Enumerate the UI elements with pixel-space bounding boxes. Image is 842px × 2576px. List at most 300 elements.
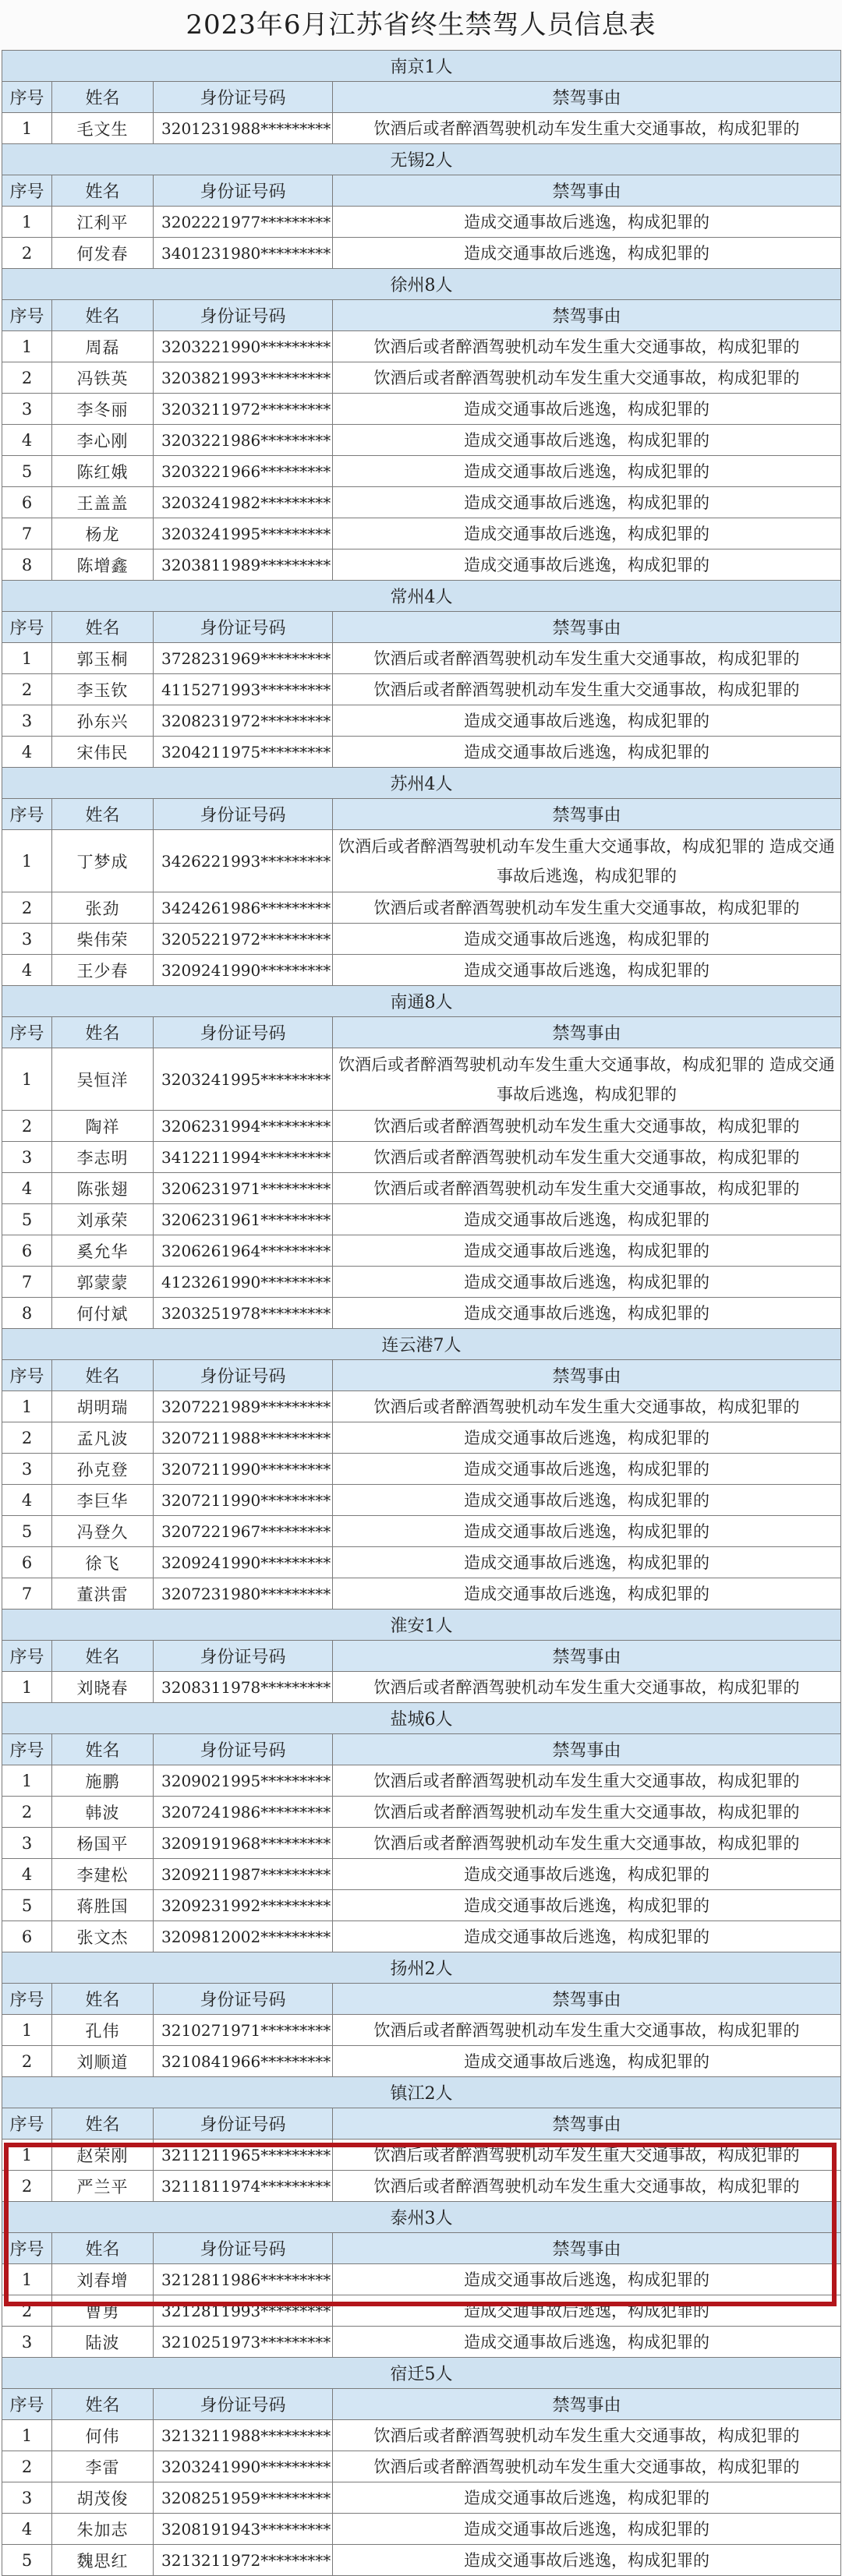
person-name: 王少春 (52, 955, 154, 986)
ban-reason: 饮酒后或者醉酒驾驶机动车发生重大交通事故，构成犯罪的 (333, 331, 841, 362)
ban-reason: 饮酒后或者醉酒驾驶机动车发生重大交通事故，构成犯罪的 (333, 1391, 841, 1422)
person-name: 胡茂俊 (52, 2482, 154, 2514)
ban-reason: 饮酒后或者醉酒驾驶机动车发生重大交通事故，构成犯罪的 造成交通事故后逃逸，构成犯罪的 (333, 830, 841, 892)
header-id: 身份证号码 (154, 1017, 333, 1048)
table-row (2, 737, 841, 768)
ban-reason: 饮酒后或者醉酒驾驶机动车发生重大交通事故，构成犯罪的 (333, 362, 841, 394)
row-number: 4 (2, 1485, 52, 1516)
table-row (2, 2140, 841, 2171)
header-reason: 禁驾事由 (333, 799, 841, 830)
header-id: 身份证号码 (154, 2389, 333, 2420)
person-name: 郭蒙蒙 (52, 1267, 154, 1298)
person-name: 何伟 (52, 2420, 154, 2451)
table-row (2, 456, 841, 487)
ban-reason: 造成交通事故后逃逸，构成犯罪的 (333, 1578, 841, 1610)
row-number: 1 (2, 2140, 52, 2171)
id-number: 3207221989********* (154, 1391, 333, 1422)
table-row (2, 2451, 841, 2482)
table-row (2, 2514, 841, 2545)
id-number: 3210251973********* (154, 2327, 333, 2358)
table-row (2, 1235, 841, 1267)
header-no: 序号 (2, 82, 52, 113)
ban-reason: 造成交通事故后逃逸，构成犯罪的 (333, 737, 841, 768)
header-no: 序号 (2, 1017, 52, 1048)
row-number: 6 (2, 487, 52, 518)
row-number: 2 (2, 2295, 52, 2327)
table-row (2, 2295, 841, 2327)
column-header-row (2, 1360, 841, 1391)
person-name: 陈张翅 (52, 1173, 154, 1204)
person-name: 李冬丽 (52, 394, 154, 425)
header-reason: 禁驾事由 (333, 1734, 841, 1765)
table-row (2, 1828, 841, 1859)
table-row (2, 238, 841, 269)
row-number: 3 (2, 1828, 52, 1859)
table-row (2, 1859, 841, 1890)
header-name: 姓名 (52, 1734, 154, 1765)
ban-reason: 造成交通事故后逃逸，构成犯罪的 (333, 394, 841, 425)
row-number: 4 (2, 1859, 52, 1890)
section-title: 淮安1人 (2, 1610, 841, 1641)
id-number: 3401231980********* (154, 238, 333, 269)
table-row (2, 1391, 841, 1422)
id-number: 3208311978********* (154, 1672, 333, 1703)
table-row (2, 2046, 841, 2077)
ban-reason: 造成交通事故后逃逸，构成犯罪的 (333, 2545, 841, 2576)
ban-reason: 造成交通事故后逃逸，构成犯罪的 (333, 955, 841, 986)
ban-reason: 饮酒后或者醉酒驾驶机动车发生重大交通事故，构成犯罪的 (333, 1142, 841, 1173)
id-number: 3206231971********* (154, 1173, 333, 1204)
person-name: 李巨华 (52, 1485, 154, 1516)
ban-reason: 造成交通事故后逃逸，构成犯罪的 (333, 2514, 841, 2545)
row-number: 1 (2, 2015, 52, 2046)
id-number: 3203821993********* (154, 362, 333, 394)
header-name: 姓名 (52, 1017, 154, 1048)
person-name: 李建松 (52, 1859, 154, 1890)
section-title: 盐城6人 (2, 1703, 841, 1734)
person-name: 王盖盖 (52, 487, 154, 518)
ban-reason: 造成交通事故后逃逸，构成犯罪的 (333, 1516, 841, 1547)
id-number: 3203221966********* (154, 456, 333, 487)
ban-reason: 造成交通事故后逃逸，构成犯罪的 (333, 549, 841, 581)
row-number: 1 (2, 1765, 52, 1797)
ban-reason: 造成交通事故后逃逸，构成犯罪的 (333, 425, 841, 456)
row-number: 3 (2, 1454, 52, 1485)
row-number: 1 (2, 2264, 52, 2295)
section-header (2, 1952, 841, 1984)
section-header (2, 986, 841, 1017)
header-name: 姓名 (52, 82, 154, 113)
person-name: 陶祥 (52, 1111, 154, 1142)
table-row (2, 705, 841, 737)
table-row (2, 2482, 841, 2514)
row-number: 4 (2, 737, 52, 768)
header-reason: 禁驾事由 (333, 1641, 841, 1672)
ban-list-table (2, 50, 841, 2576)
table-row (2, 1298, 841, 1329)
id-number: 3728231969********* (154, 643, 333, 674)
id-number: 3213211972********* (154, 2545, 333, 2576)
person-name: 赵荣刚 (52, 2140, 154, 2171)
id-number: 3207231980********* (154, 1578, 333, 1610)
person-name: 郭玉桐 (52, 643, 154, 674)
row-number: 6 (2, 1547, 52, 1578)
table-row (2, 1204, 841, 1235)
section-title: 无锡2人 (2, 144, 841, 175)
row-number: 1 (2, 2420, 52, 2451)
id-number: 3204211975********* (154, 737, 333, 768)
header-no: 序号 (2, 1360, 52, 1391)
table-row (2, 1921, 841, 1952)
person-name: 孟凡波 (52, 1422, 154, 1454)
id-number: 3203811989********* (154, 549, 333, 581)
section-header (2, 581, 841, 612)
table-row (2, 674, 841, 705)
id-number: 3206261964********* (154, 1235, 333, 1267)
row-number: 2 (2, 1797, 52, 1828)
id-number: 3207211990********* (154, 1485, 333, 1516)
ban-reason: 造成交通事故后逃逸，构成犯罪的 (333, 487, 841, 518)
section-title: 南通8人 (2, 986, 841, 1017)
ban-reason: 造成交通事故后逃逸，构成犯罪的 (333, 2264, 841, 2295)
row-number: 3 (2, 2482, 52, 2514)
column-header-row (2, 1017, 841, 1048)
person-name: 毛文生 (52, 113, 154, 144)
section-title: 南京1人 (2, 51, 841, 82)
header-no: 序号 (2, 1734, 52, 1765)
id-number: 3203241995********* (154, 518, 333, 549)
id-number: 3208231972********* (154, 705, 333, 737)
column-header-row (2, 1984, 841, 2015)
table-row (2, 643, 841, 674)
ban-reason: 饮酒后或者醉酒驾驶机动车发生重大交通事故，构成犯罪的 (333, 2420, 841, 2451)
row-number: 7 (2, 1578, 52, 1610)
person-name: 李心刚 (52, 425, 154, 456)
header-reason: 禁驾事由 (333, 2389, 841, 2420)
column-header-row (2, 300, 841, 331)
header-reason: 禁驾事由 (333, 175, 841, 207)
table-row (2, 1485, 841, 1516)
ban-reason: 造成交通事故后逃逸，构成犯罪的 (333, 1859, 841, 1890)
row-number: 5 (2, 1890, 52, 1921)
ban-reason: 造成交通事故后逃逸，构成犯罪的 (333, 1204, 841, 1235)
ban-reason: 饮酒后或者醉酒驾驶机动车发生重大交通事故，构成犯罪的 (333, 674, 841, 705)
table-row (2, 2545, 841, 2576)
id-number: 3207211990********* (154, 1454, 333, 1485)
id-number: 3206231961********* (154, 1204, 333, 1235)
section-title: 徐州8人 (2, 269, 841, 300)
id-number: 3208191943********* (154, 2514, 333, 2545)
column-header-row (2, 612, 841, 643)
id-number: 3209241990********* (154, 1547, 333, 1578)
header-id: 身份证号码 (154, 82, 333, 113)
table-row (2, 1454, 841, 1485)
ban-reason: 饮酒后或者醉酒驾驶机动车发生重大交通事故，构成犯罪的 (333, 2015, 841, 2046)
table-row (2, 1142, 841, 1173)
header-reason: 禁驾事由 (333, 612, 841, 643)
row-number: 5 (2, 456, 52, 487)
ban-reason: 饮酒后或者醉酒驾驶机动车发生重大交通事故，构成犯罪的 (333, 113, 841, 144)
header-id: 身份证号码 (154, 175, 333, 207)
ban-reason: 饮酒后或者醉酒驾驶机动车发生重大交通事故，构成犯罪的 (333, 1765, 841, 1797)
table-row (2, 892, 841, 924)
header-reason: 禁驾事由 (333, 1017, 841, 1048)
person-name: 徐飞 (52, 1547, 154, 1578)
header-id: 身份证号码 (154, 1734, 333, 1765)
person-name: 蒋胜国 (52, 1890, 154, 1921)
id-number: 3203241995********* (154, 1048, 333, 1111)
header-name: 姓名 (52, 1641, 154, 1672)
person-name: 韩波 (52, 1797, 154, 1828)
id-number: 4115271993********* (154, 674, 333, 705)
ban-reason: 造成交通事故后逃逸，构成犯罪的 (333, 1921, 841, 1952)
row-number: 6 (2, 1921, 52, 1952)
id-number: 3209812002********* (154, 1921, 333, 1952)
header-reason: 禁驾事由 (333, 300, 841, 331)
person-name: 奚允华 (52, 1235, 154, 1267)
table-row (2, 1672, 841, 1703)
section-header (2, 1703, 841, 1734)
row-number: 5 (2, 1516, 52, 1547)
ban-reason: 造成交通事故后逃逸，构成犯罪的 (333, 1267, 841, 1298)
section-title: 连云港7人 (2, 1329, 841, 1360)
id-number: 3203221990********* (154, 331, 333, 362)
row-number: 7 (2, 518, 52, 549)
table-row (2, 549, 841, 581)
id-number: 3201231988********* (154, 113, 333, 144)
table-row (2, 1797, 841, 1828)
id-number: 3424261986********* (154, 892, 333, 924)
header-id: 身份证号码 (154, 1641, 333, 1672)
person-name: 何发春 (52, 238, 154, 269)
table-row (2, 2171, 841, 2202)
id-number: 3210841966********* (154, 2046, 333, 2077)
row-number: 3 (2, 2327, 52, 2358)
person-name: 李玉钦 (52, 674, 154, 705)
row-number: 2 (2, 1111, 52, 1142)
ban-reason: 造成交通事故后逃逸，构成犯罪的 (333, 1485, 841, 1516)
header-reason: 禁驾事由 (333, 1984, 841, 2015)
person-name: 曹勇 (52, 2295, 154, 2327)
person-name: 吴恒洋 (52, 1048, 154, 1111)
row-number: 4 (2, 2514, 52, 2545)
ban-reason: 造成交通事故后逃逸，构成犯罪的 (333, 1235, 841, 1267)
ban-reason: 饮酒后或者醉酒驾驶机动车发生重大交通事故，构成犯罪的 (333, 2171, 841, 2202)
header-no: 序号 (2, 2108, 52, 2140)
id-number: 3202221977********* (154, 207, 333, 238)
row-number: 1 (2, 643, 52, 674)
section-title: 宿迁5人 (2, 2358, 841, 2389)
table-row (2, 487, 841, 518)
table-row (2, 1048, 841, 1111)
person-name: 冯登久 (52, 1516, 154, 1547)
header-id: 身份证号码 (154, 799, 333, 830)
id-number: 3412211994********* (154, 1142, 333, 1173)
header-name: 姓名 (52, 2108, 154, 2140)
header-id: 身份证号码 (154, 1360, 333, 1391)
table-row (2, 2015, 841, 2046)
header-name: 姓名 (52, 175, 154, 207)
header-no: 序号 (2, 175, 52, 207)
table-row (2, 1516, 841, 1547)
id-number: 3203241982********* (154, 487, 333, 518)
id-number: 3207211988********* (154, 1422, 333, 1454)
table-row (2, 2420, 841, 2451)
ban-reason: 造成交通事故后逃逸，构成犯罪的 (333, 1298, 841, 1329)
person-name: 杨龙 (52, 518, 154, 549)
column-header-row (2, 1641, 841, 1672)
person-name: 刘春增 (52, 2264, 154, 2295)
section-title: 常州4人 (2, 581, 841, 612)
table-row (2, 362, 841, 394)
id-number: 3210271971********* (154, 2015, 333, 2046)
row-number: 8 (2, 549, 52, 581)
ban-reason: 造成交通事故后逃逸，构成犯罪的 (333, 456, 841, 487)
section-header (2, 144, 841, 175)
row-number: 3 (2, 924, 52, 955)
section-header (2, 1610, 841, 1641)
ban-reason: 造成交通事故后逃逸，构成犯罪的 (333, 207, 841, 238)
ban-reason: 造成交通事故后逃逸，构成犯罪的 (333, 2482, 841, 2514)
person-name: 杨国平 (52, 1828, 154, 1859)
header-no: 序号 (2, 1641, 52, 1672)
header-id: 身份证号码 (154, 300, 333, 331)
section-header (2, 768, 841, 799)
header-no: 序号 (2, 612, 52, 643)
ban-reason: 造成交通事故后逃逸，构成犯罪的 (333, 1454, 841, 1485)
person-name: 孙克登 (52, 1454, 154, 1485)
person-name: 张劲 (52, 892, 154, 924)
person-name: 施鹏 (52, 1765, 154, 1797)
table-row (2, 955, 841, 986)
table-row (2, 830, 841, 892)
person-name: 柴伟荣 (52, 924, 154, 955)
row-number: 4 (2, 425, 52, 456)
person-name: 宋伟民 (52, 737, 154, 768)
ban-reason: 饮酒后或者醉酒驾驶机动车发生重大交通事故，构成犯罪的 (333, 1828, 841, 1859)
section-title: 苏州4人 (2, 768, 841, 799)
table-row (2, 394, 841, 425)
ban-reason: 饮酒后或者醉酒驾驶机动车发生重大交通事故，构成犯罪的 (333, 1173, 841, 1204)
column-header-row (2, 82, 841, 113)
person-name: 刘承荣 (52, 1204, 154, 1235)
section-header (2, 2358, 841, 2389)
header-name: 姓名 (52, 799, 154, 830)
person-name: 孙东兴 (52, 705, 154, 737)
row-number: 2 (2, 362, 52, 394)
row-number: 5 (2, 2545, 52, 2576)
section-header (2, 51, 841, 82)
row-number: 7 (2, 1267, 52, 1298)
row-number: 2 (2, 238, 52, 269)
ban-reason: 造成交通事故后逃逸，构成犯罪的 (333, 2327, 841, 2358)
ban-reason: 造成交通事故后逃逸，构成犯罪的 (333, 705, 841, 737)
row-number: 6 (2, 1235, 52, 1267)
header-no: 序号 (2, 2389, 52, 2420)
row-number: 3 (2, 1142, 52, 1173)
column-header-row (2, 2108, 841, 2140)
header-name: 姓名 (52, 2389, 154, 2420)
ban-reason: 造成交通事故后逃逸，构成犯罪的 (333, 2046, 841, 2077)
header-no: 序号 (2, 799, 52, 830)
person-name: 江利平 (52, 207, 154, 238)
ban-reason: 饮酒后或者醉酒驾驶机动车发生重大交通事故，构成犯罪的 (333, 1797, 841, 1828)
header-no: 序号 (2, 2233, 52, 2264)
page-title: 2023年6月江苏省终生禁驾人员信息表 (0, 0, 842, 50)
id-number: 3207221967********* (154, 1516, 333, 1547)
id-number: 3209241990********* (154, 955, 333, 986)
section-title: 扬州2人 (2, 1952, 841, 1984)
person-name: 周磊 (52, 331, 154, 362)
table-body (2, 51, 841, 2576)
row-number: 8 (2, 1298, 52, 1329)
table-row (2, 331, 841, 362)
person-name: 李志明 (52, 1142, 154, 1173)
row-number: 2 (2, 2046, 52, 2077)
ban-reason: 饮酒后或者醉酒驾驶机动车发生重大交通事故，构成犯罪的 造成交通事故后逃逸，构成犯罪的 (333, 1048, 841, 1111)
column-header-row (2, 2233, 841, 2264)
id-number: 3213211988********* (154, 2420, 333, 2451)
person-name: 陈增鑫 (52, 549, 154, 581)
row-number: 1 (2, 113, 52, 144)
ban-reason: 饮酒后或者醉酒驾驶机动车发生重大交通事故，构成犯罪的 (333, 1672, 841, 1703)
table-row (2, 924, 841, 955)
table-row (2, 1267, 841, 1298)
table-row (2, 1578, 841, 1610)
ban-reason: 造成交通事故后逃逸，构成犯罪的 (333, 1547, 841, 1578)
ban-reason: 造成交通事故后逃逸，构成犯罪的 (333, 924, 841, 955)
ban-reason: 饮酒后或者醉酒驾驶机动车发生重大交通事故，构成犯罪的 (333, 2140, 841, 2171)
row-number: 4 (2, 955, 52, 986)
person-name: 魏思红 (52, 2545, 154, 2576)
row-number: 2 (2, 674, 52, 705)
ban-reason: 造成交通事故后逃逸，构成犯罪的 (333, 2295, 841, 2327)
row-number: 1 (2, 331, 52, 362)
id-number: 3207241986********* (154, 1797, 333, 1828)
person-name: 何付斌 (52, 1298, 154, 1329)
section-title: 泰州3人 (2, 2202, 841, 2233)
person-name: 孔伟 (52, 2015, 154, 2046)
person-name: 朱加志 (52, 2514, 154, 2545)
section-header (2, 2077, 841, 2108)
table-row (2, 2264, 841, 2295)
row-number: 2 (2, 1422, 52, 1454)
section-title: 镇江2人 (2, 2077, 841, 2108)
table-row (2, 2327, 841, 2358)
ban-reason: 饮酒后或者醉酒驾驶机动车发生重大交通事故，构成犯罪的 (333, 2451, 841, 2482)
person-name: 刘顺道 (52, 2046, 154, 2077)
id-number: 3209211987********* (154, 1859, 333, 1890)
row-number: 1 (2, 1391, 52, 1422)
table-row (2, 1547, 841, 1578)
column-header-row (2, 799, 841, 830)
id-number: 3203241990********* (154, 2451, 333, 2482)
table-row (2, 1173, 841, 1204)
id-number: 3203211972********* (154, 394, 333, 425)
ban-reason: 饮酒后或者醉酒驾驶机动车发生重大交通事故，构成犯罪的 (333, 643, 841, 674)
row-number: 1 (2, 1672, 52, 1703)
person-name: 胡明瑞 (52, 1391, 154, 1422)
id-number: 3205221972********* (154, 924, 333, 955)
id-number: 3209021995********* (154, 1765, 333, 1797)
row-number: 1 (2, 830, 52, 892)
person-name: 陆波 (52, 2327, 154, 2358)
header-name: 姓名 (52, 612, 154, 643)
id-number: 3203221986********* (154, 425, 333, 456)
row-number: 2 (2, 2451, 52, 2482)
table-row (2, 425, 841, 456)
row-number: 2 (2, 2171, 52, 2202)
